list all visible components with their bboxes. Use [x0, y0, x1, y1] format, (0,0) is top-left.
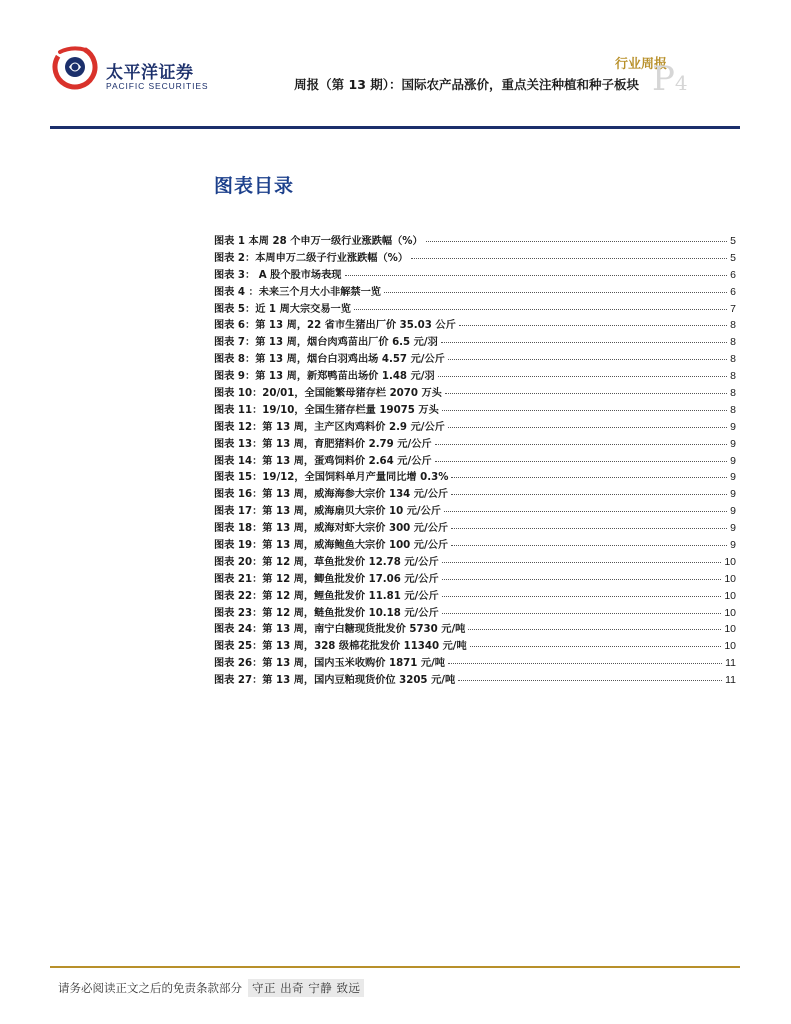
toc-entry[interactable]	[214, 620, 736, 637]
toc-entry[interactable]	[214, 536, 736, 553]
page-footer	[58, 979, 364, 997]
toc-entry-page: 9	[730, 522, 736, 535]
toc-entry[interactable]	[214, 587, 736, 604]
toc-entry-label: 图表 20：第 12 周，草鱼批发价 12.78 元/公斤	[214, 556, 439, 568]
toc-entry-label: 图表 13：第 13 周，育肥猪料价 2.79 元/公斤	[214, 438, 432, 450]
toc-entry-page: 5	[730, 235, 736, 247]
toc-dot-leader	[426, 240, 727, 242]
toc-dot-leader	[458, 679, 722, 681]
toc-entry-label: 图表 16：第 13 周，威海海参大宗价 134 元/公斤	[214, 489, 449, 501]
toc-dot-leader	[451, 493, 727, 495]
toc-entry[interactable]	[214, 266, 736, 283]
toc-dot-leader	[451, 544, 727, 546]
toc-entry-label: 图表 21：第 12 周，鲫鱼批发价 17.06 元/公斤	[214, 573, 439, 585]
toc-entry[interactable]	[214, 283, 736, 300]
toc-entry-label: 图表 11：19/10，全国生猪存栏量 19075 万头	[214, 404, 439, 416]
toc-entry[interactable]	[214, 367, 736, 384]
toc-entry-page: 10	[724, 606, 736, 619]
toc-entry[interactable]	[214, 604, 736, 621]
toc-entry-label: 图表 25：第 13 周，328 级棉花批发价 11340 元/吨	[214, 641, 467, 653]
toc-entry-page: 6	[730, 285, 736, 298]
toc-heading: 图表目录	[214, 175, 295, 197]
brand-name-cn: 太平洋证券	[106, 63, 194, 83]
toc-entry-page: 10	[724, 640, 736, 653]
pacific-securities-logo-icon	[52, 44, 98, 90]
toc-dot-leader	[345, 274, 728, 276]
toc-entry-page: 8	[730, 403, 736, 416]
toc-entry[interactable]	[214, 452, 736, 469]
toc-dot-leader	[451, 476, 727, 478]
toc-dot-leader	[441, 341, 727, 343]
toc-entry-label: 图表 19：第 13 周，威海鲍鱼大宗价 100 元/公斤	[214, 540, 449, 552]
toc-entry[interactable]	[214, 232, 736, 249]
toc-entry-page: 11	[725, 674, 736, 687]
toc-dot-leader	[442, 578, 722, 580]
toc-entry-label: 图表 23：第 12 周，鲢鱼批发价 10.18 元/公斤	[214, 607, 439, 619]
toc-entry-page: 9	[730, 505, 736, 518]
toc-dot-leader	[459, 324, 727, 326]
toc-entry-page: 6	[730, 268, 736, 281]
toc-entry-label: 图表 27：第 13 周，国内豆粕现货价位 3205 元/吨	[214, 675, 456, 687]
toc-dot-leader	[442, 595, 722, 597]
toc-entry[interactable]	[214, 637, 736, 654]
toc-entry[interactable]	[214, 249, 736, 266]
toc-entry-label: 图表 5：近 1 周大宗交易一览	[214, 303, 351, 315]
toc-entry-label: 图表 12：第 13 周，主产区肉鸡料价 2.9 元/公斤	[214, 421, 445, 433]
toc-entry-page: 10	[724, 589, 736, 602]
toc-entry-label: 图表 2：本周申万二级子行业涨跌幅（%）	[214, 252, 409, 264]
toc-entry-page: 8	[730, 387, 736, 400]
toc-dot-leader	[448, 662, 722, 664]
toc-entry[interactable]	[214, 468, 736, 485]
toc-entry-page: 7	[730, 302, 736, 315]
toc-entry-label: 图表 26：第 13 周，国内玉米收购价 1871 元/吨	[214, 658, 445, 670]
toc-entry[interactable]	[214, 300, 736, 317]
toc-entry[interactable]	[214, 435, 736, 452]
toc-entry-label: 图表 4 ：未来三个月大小非解禁一览	[214, 286, 381, 298]
page-number-value: 4	[674, 71, 688, 95]
toc-dot-leader	[448, 426, 727, 428]
toc-entry-page: 11	[725, 657, 736, 670]
toc-entry-page: 8	[730, 370, 736, 383]
toc-entry-label: 图表 18：第 13 周，威海对虾大宗价 300 元/公斤	[214, 523, 449, 535]
footer-disclaimer: 请务必阅读正文之后的免责条款部分	[58, 981, 242, 995]
footer-divider	[50, 966, 740, 968]
toc-entry-label: 图表 17：第 13 周，威海扇贝大宗价 10 元/公斤	[214, 506, 441, 518]
toc-entry-label: 图表 8：第 13 周，烟台白羽鸡出场 4.57 元/公斤	[214, 354, 445, 366]
toc-entry[interactable]	[214, 418, 736, 435]
toc-dot-leader	[442, 612, 722, 614]
toc-entry-label: 图表 10：20/01，全国能繁母猪存栏 2070 万头	[214, 388, 442, 400]
toc-dot-leader	[442, 561, 722, 563]
toc-entry-page: 9	[730, 471, 736, 484]
toc-entry-page: 8	[730, 353, 736, 366]
toc-entry[interactable]	[214, 333, 736, 350]
toc-dot-leader	[435, 460, 728, 462]
toc-entry[interactable]	[214, 485, 736, 502]
toc-entry[interactable]	[214, 350, 736, 367]
toc-entry[interactable]	[214, 553, 736, 570]
toc-entry-label: 图表 24：第 13 周，南宁白糖现货批发价 5730 元/吨	[214, 624, 466, 636]
toc-dot-leader	[445, 392, 727, 394]
header-divider	[50, 126, 740, 129]
toc-entry-page: 10	[724, 572, 736, 585]
toc-entry[interactable]	[214, 502, 736, 519]
toc-dot-leader	[354, 308, 727, 310]
toc-dot-leader	[435, 443, 728, 445]
report-title: 周报（第 13 期）：国际农产品涨价，重点关注种植和种子板块	[294, 77, 639, 92]
toc-dot-leader	[451, 527, 727, 529]
toc-dot-leader	[442, 409, 727, 411]
toc-dot-leader	[468, 628, 721, 630]
toc-entry-label: 图表 22：第 12 周，鲤鱼批发价 11.81 元/公斤	[214, 590, 439, 602]
toc-entry-page: 5	[730, 251, 736, 264]
toc-entry-label: 图表 1 本周 28 个申万一级行业涨跌幅（%）	[214, 236, 423, 247]
toc-entry[interactable]	[214, 316, 736, 333]
toc-entry[interactable]	[214, 401, 736, 418]
toc-entry-page: 8	[730, 319, 736, 332]
toc-entry-page: 9	[730, 539, 736, 552]
toc-entry-label: 图表 15：19/12，全国饲料单月产量同比增 0.3%	[214, 472, 449, 484]
toc-entry-label: 图表 9：第 13 周，新郑鸭苗出场价 1.48 元/羽	[214, 371, 435, 383]
toc-dot-leader	[448, 358, 727, 360]
footer-motto: 守正 出奇 宁静 致远	[248, 979, 364, 997]
toc-dot-leader	[411, 257, 727, 259]
page-header	[0, 0, 791, 132]
toc-entry-page: 10	[724, 555, 736, 568]
page-number	[652, 59, 688, 99]
toc-entry[interactable]	[214, 519, 736, 536]
toc-entry-page: 9	[730, 454, 736, 467]
toc-dot-leader	[470, 645, 722, 647]
toc-entry-page: 9	[730, 488, 736, 501]
page-prefix: P	[652, 59, 675, 99]
toc-list	[214, 232, 736, 688]
toc-entry[interactable]	[214, 570, 736, 587]
toc-entry-label: 图表 14：第 13 周，蛋鸡饲料价 2.64 元/公斤	[214, 455, 432, 467]
toc-entry-label: 图表 6：第 13 周，22 省市生猪出厂价 35.03 公斤	[214, 320, 456, 332]
toc-dot-leader	[444, 510, 727, 512]
toc-entry-label: 图表 7：第 13 周，烟台肉鸡苗出厂价 6.5 元/羽	[214, 337, 438, 349]
toc-entry-page: 9	[730, 420, 736, 433]
toc-entry-label: 图表 3： A 股个股市场表现	[214, 269, 342, 281]
toc-entry[interactable]	[214, 654, 736, 671]
brand-name-en: PACIFIC SECURITIES	[106, 81, 209, 91]
toc-entry-page: 9	[730, 437, 736, 450]
toc-entry[interactable]	[214, 384, 736, 401]
report-type: 行业周报	[614, 57, 667, 72]
toc-entry[interactable]	[214, 671, 736, 688]
toc-dot-leader	[438, 375, 727, 377]
toc-entry-page: 8	[730, 336, 736, 349]
toc-entry-page: 10	[724, 623, 736, 636]
toc-dot-leader	[384, 291, 727, 293]
